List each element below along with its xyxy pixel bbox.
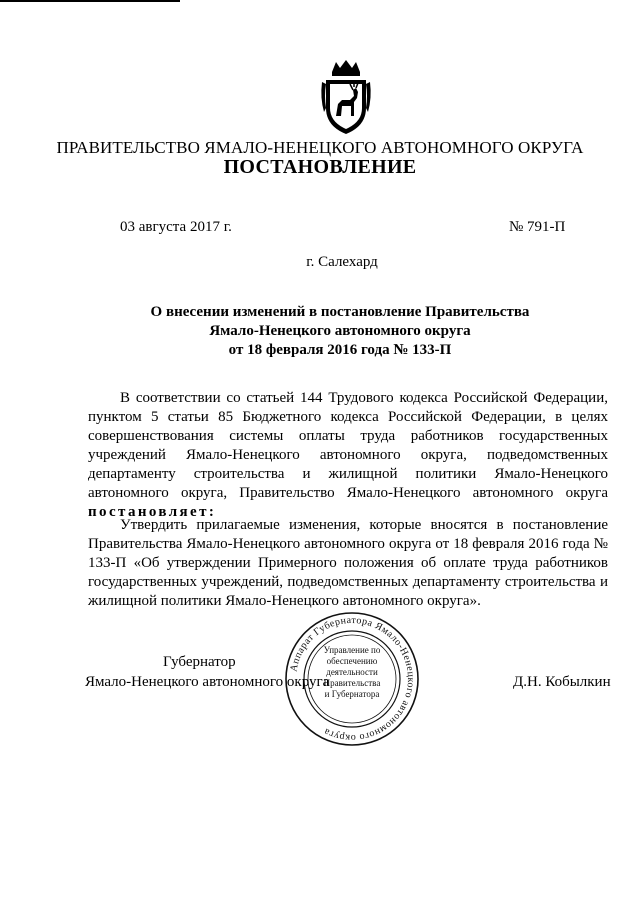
resolution-paragraph	[88, 516, 608, 611]
document-subject	[140, 303, 540, 360]
signer-position-line-2: Ямало-Ненецкого автономного округа	[85, 674, 330, 690]
top-scan-line	[0, 0, 180, 2]
decree-word: постановляет:	[88, 504, 217, 520]
seal-center-line-2: обеспечению	[326, 656, 378, 666]
seal-center-text	[312, 645, 392, 700]
signer-position-line-1: Губернатор	[163, 654, 236, 670]
document-date: 03 августа 2017 г.	[120, 219, 232, 235]
seal-ring-text: Аппарат Губернатора Ямало-Ненецкого автономного округа	[288, 614, 417, 744]
resolution-text: Утвердить прилагаемые изменения, которые вносятся в постановление Правительства Ямало-Ненецкого автономного округа от 18 февраля 2016 года № 133-П «Об утверждении Примерного положения об оплате труда работников государственных учреждений, подведомственных департаменту строительства и жилищной политики Ямало-Ненецкого автономного округа».	[88, 517, 608, 609]
coat-of-arms-icon	[320, 58, 372, 138]
seal-center-line-1: Управление по	[323, 645, 381, 655]
seal-center-line-3: деятельности	[326, 667, 378, 677]
document-type-title: ПОСТАНОВЛЕНИЕ	[223, 156, 417, 178]
document-city: г. Салехард	[306, 254, 378, 270]
subject-line-1: О внесении изменений в постановление Правительства	[150, 304, 530, 320]
government-name: ПРАВИТЕЛЬСТВО ЯМАЛО-НЕНЕЦКОГО АВТОНОМНОГО ОКРУГА	[56, 138, 584, 157]
preamble-text: В соответствии со статьей 144 Трудового кодекса Российской Федерации, пунктом 5 статьи 85 Бюджетного кодекса Российской Федерации, в целях совершенствования системы оплаты труда работников государственных учреждений Ямало-Ненецкого автономного округа, подведомственных департаменту строительства и жилищной политики Ямало-Ненецкого автономного округа, Правительство Ямало-Ненецкого автономного округа	[88, 390, 608, 501]
preamble-paragraph	[88, 389, 608, 522]
seal-center-line-5: и Губернатора	[324, 689, 380, 699]
seal-center-line-4: Правительства	[323, 678, 381, 688]
subject-line-3: от 18 февраля 2016 года № 133-П	[228, 342, 452, 358]
document-number: № 791-П	[509, 219, 566, 235]
signer-name: Д.Н. Кобылкин	[513, 674, 611, 690]
subject-line-2: Ямало-Ненецкого автономного округа	[209, 323, 471, 339]
